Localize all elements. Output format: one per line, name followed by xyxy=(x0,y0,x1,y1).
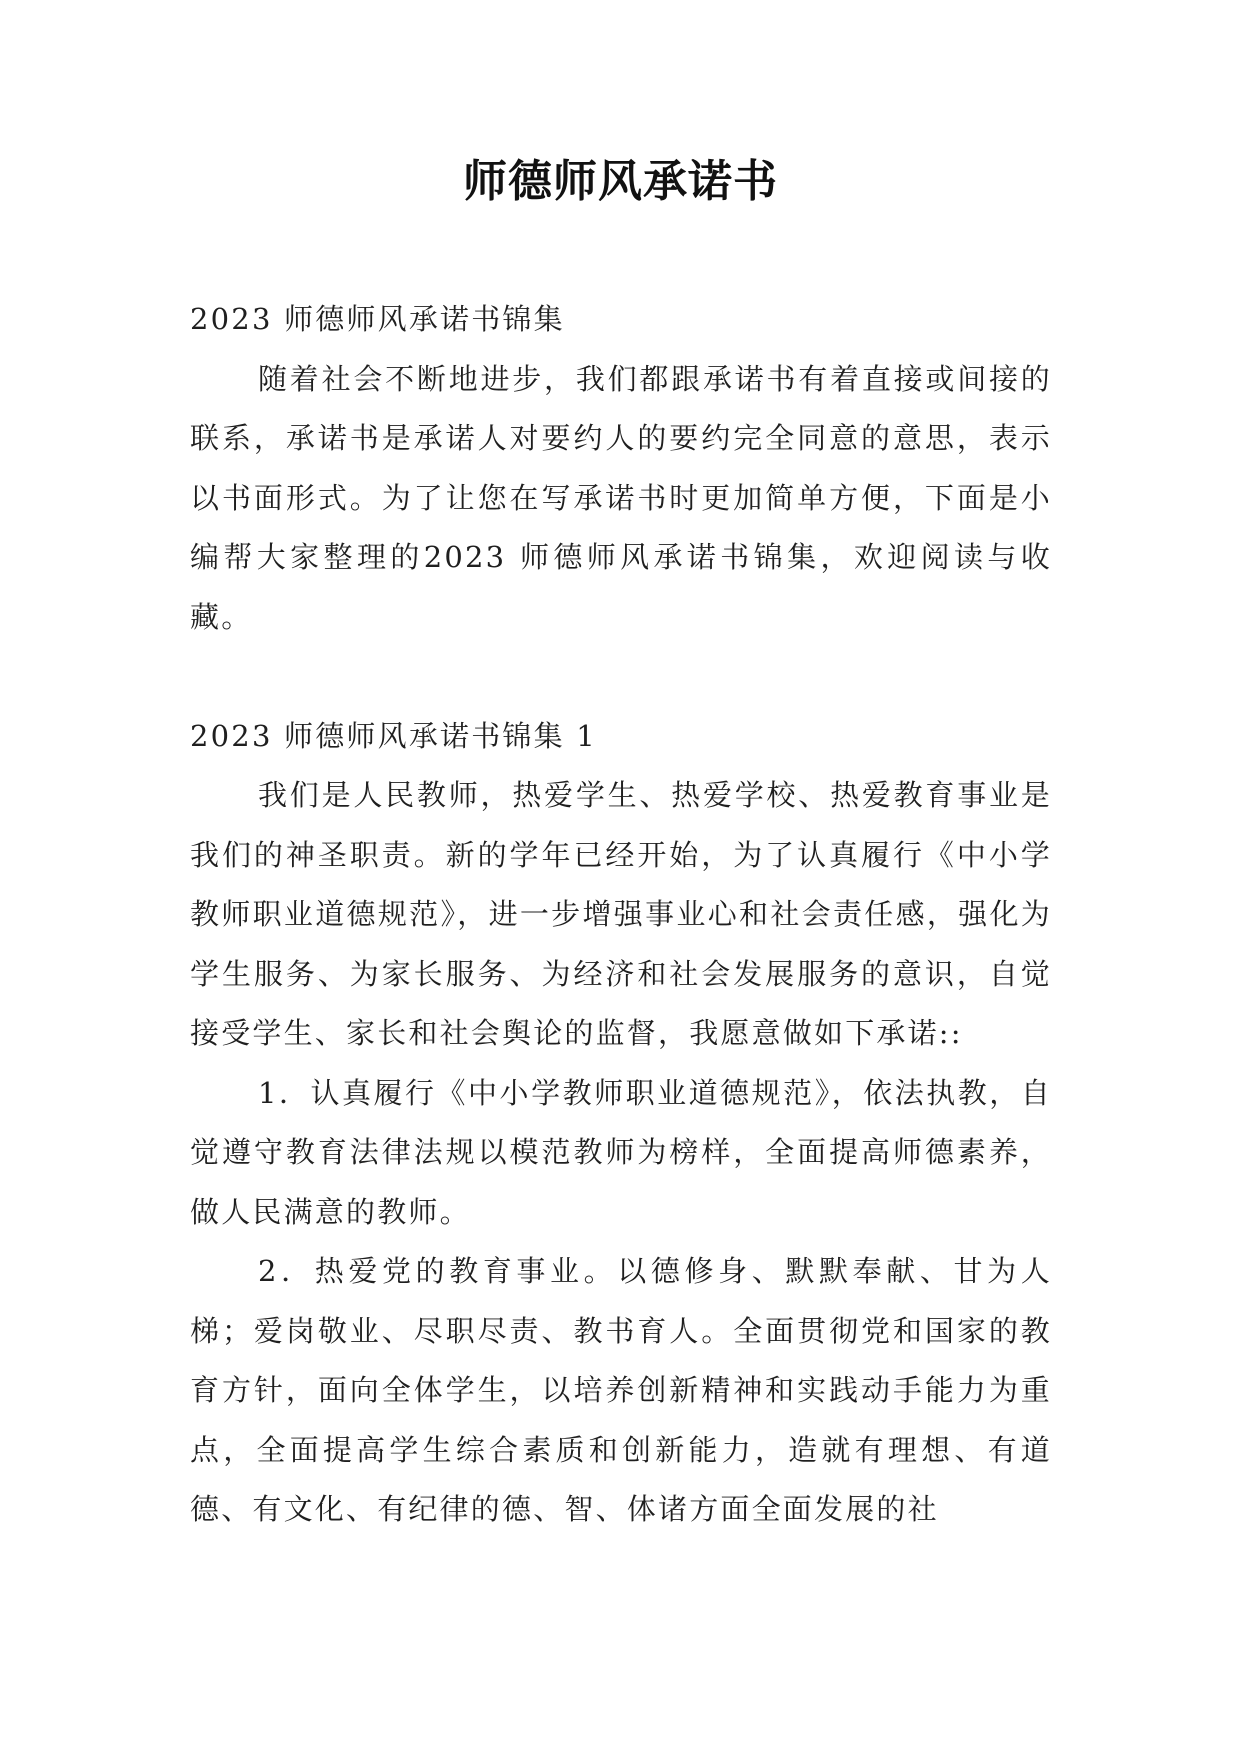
paragraph-spacer xyxy=(190,647,1052,707)
pledge-item-1: 1．认真履行《中小学教师职业道德规范》，依法执教，自觉遵守教育法律法规以模范教师为榜样，全面提高师德素养，做人民满意的教师。 xyxy=(190,1075,1052,1229)
document-title: 师德师风承诺书 xyxy=(463,156,778,207)
pledge-paragraph: 我们是人民教师，热爱学生、热爱学校、热爱教育事业是我们的神圣职责。新的学年已经开始，为了认真履行《中小学教师职业道德规范》，进一步增强事业心和社会责任感，强化为学生服务、为家长服务、为经济和社会发展服务的意识，自觉接受学生、家长和社会舆论的监督，我愿意做如下承诺:: xyxy=(190,778,1052,1050)
intro-paragraph: 随着社会不断地进步，我们都跟承诺书有着直接或间接的联系，承诺书是承诺人对要约人的要约完全同意的意思，表示以书面形式。为了让您在写承诺书时更加简单方便，下面是小编帮大家整理的2023 师德师风承诺书锦集，欢迎阅读与收藏。 xyxy=(190,361,1052,634)
section-heading-1: 2023 师德师风承诺书锦集 1 xyxy=(190,718,597,753)
section-heading-collection: 2023 师德师风承诺书锦集 xyxy=(190,302,565,336)
pledge-item-2: 2．热爱党的教育事业。以德修身、默默奉献、甘为人梯；爱岗敬业、尽职尽责、教书育人。全面贯彻党和国家的教育方针，面向全体学生，以培养创新精神和实践动手能力为重点，全面提高学生综合素质和创新能力，造就有理想、有道德、有文化、有纪律的德、智、体诸方面全面发展的社 xyxy=(190,1254,1052,1526)
document-body xyxy=(190,290,1052,1540)
